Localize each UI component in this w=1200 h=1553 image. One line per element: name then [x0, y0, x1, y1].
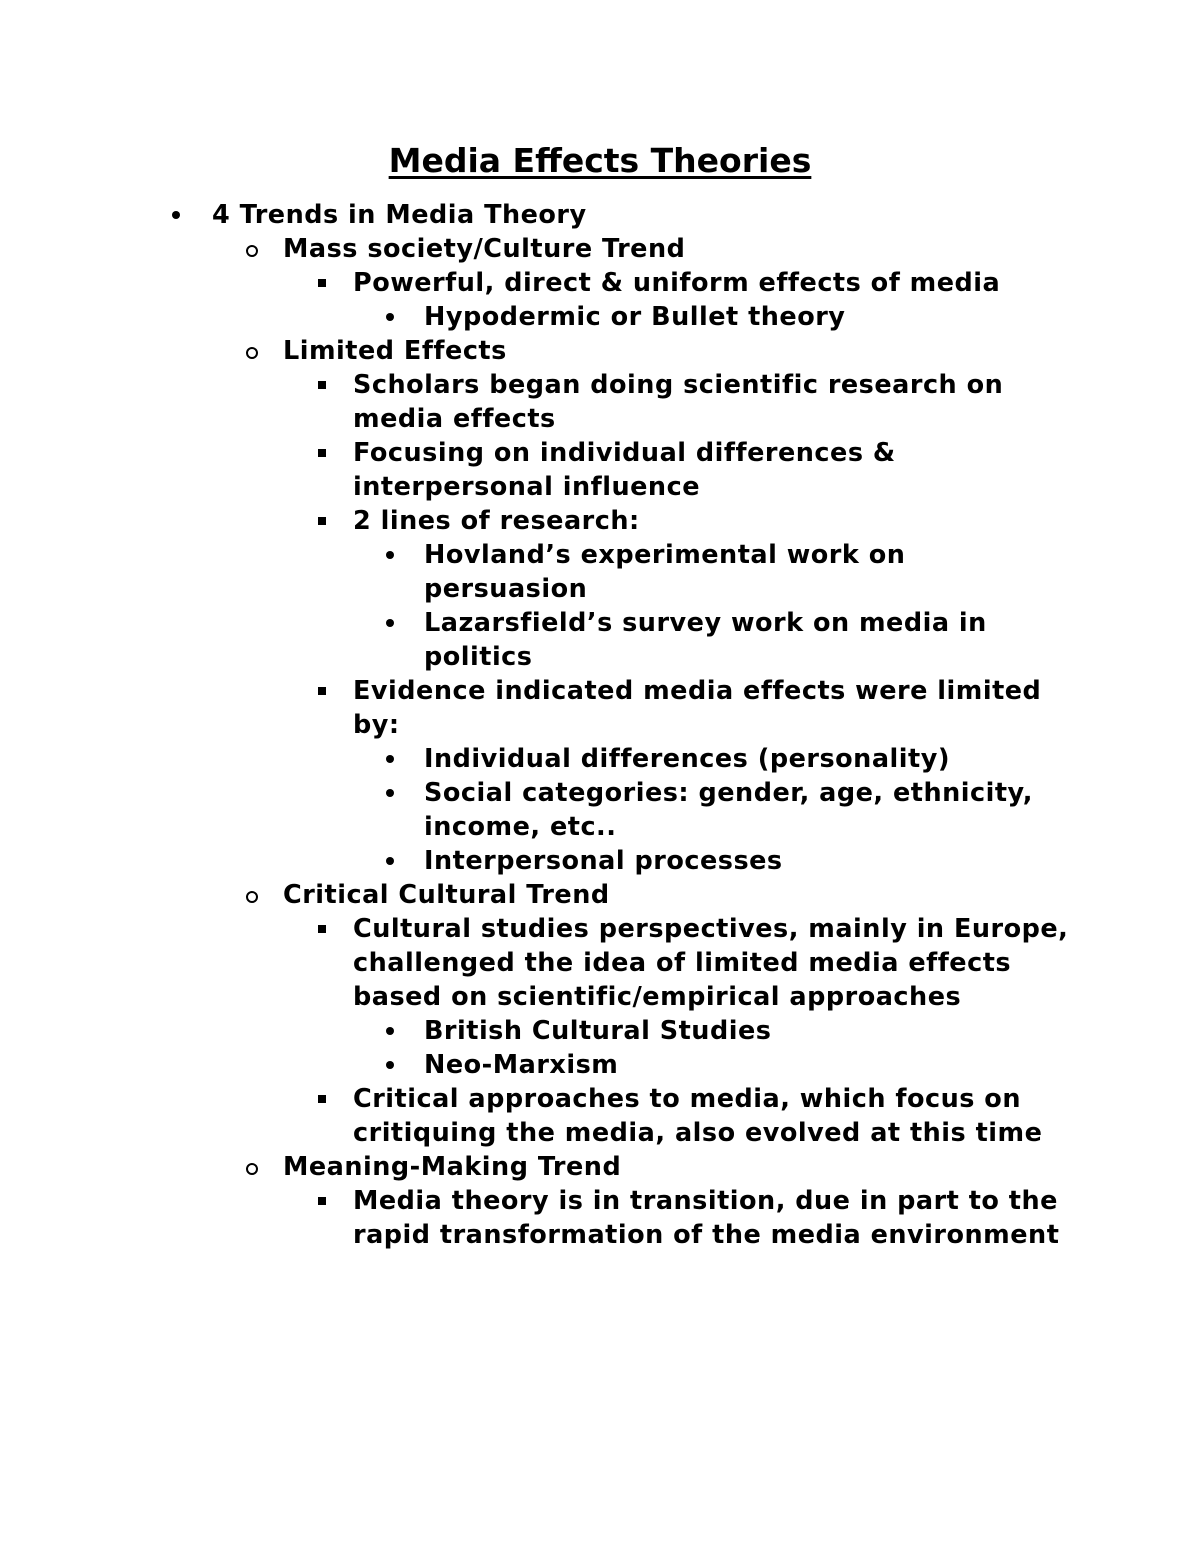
list-item-text: Meaning-Making Trend: [283, 1152, 622, 1182]
list-item: [0, 912, 1073, 1014]
list-item: [0, 198, 1072, 232]
list-item: [0, 368, 1073, 436]
list-item: [0, 334, 1073, 368]
outline-list: [0, 198, 1200, 1252]
list-item: [0, 776, 1074, 844]
list-item-text: 2 lines of research:: [353, 506, 640, 536]
list-item-text: Hypodermic or Bullet theory: [424, 302, 846, 332]
document-title: [0, 138, 1200, 184]
list-item-text: Critical Cultural Trend: [283, 880, 610, 910]
list-item-text: Individual differences (personality): [424, 744, 950, 774]
list-item: [0, 538, 1074, 606]
list-item: [0, 742, 1074, 776]
document-title-text: Media Effects Theories: [388, 141, 812, 180]
list-item-text: Hovland’s experimental work on persuasion: [424, 540, 906, 604]
list-item-text: 4 Trends in Media Theory: [212, 200, 587, 230]
list-item-text: Media theory is in transition, due in part to the rapid transformation of the media environment: [353, 1186, 1060, 1250]
list-item: [0, 300, 1074, 334]
list-item-text: Scholars began doing scientific research on media effects: [353, 370, 1004, 434]
list-item-text: Interpersonal processes: [424, 846, 783, 876]
list-item: [0, 232, 1073, 266]
list-item-text: Social categories: gender, age, ethnicity, income, etc..: [424, 778, 1033, 842]
list-item-text: Focusing on individual differences & interpersonal influence: [353, 438, 896, 502]
list-item-text: Limited Effects: [283, 336, 507, 366]
list-item: [0, 1014, 1074, 1048]
list-item-text: Powerful, direct & uniform effects of media: [353, 268, 1001, 298]
list-item: [0, 504, 1073, 538]
list-item: [0, 1184, 1073, 1252]
list-item-text: Critical approaches to media, which focus on critiquing the media, also evolved at this time: [353, 1084, 1043, 1148]
list-item: [0, 1082, 1073, 1150]
list-item: [0, 674, 1073, 742]
list-item-text: Neo-Marxism: [424, 1050, 619, 1080]
list-item-text: Mass society/Culture Trend: [283, 234, 686, 264]
list-item: [0, 436, 1073, 504]
list-item: [0, 1048, 1074, 1082]
list-item-text: British Cultural Studies: [424, 1016, 772, 1046]
list-item-text: Evidence indicated media effects were limited by:: [353, 676, 1042, 740]
list-item: [0, 844, 1074, 878]
list-item-text: Lazarsfield’s survey work on media in politics: [424, 608, 987, 672]
list-item: [0, 1150, 1073, 1184]
list-item: [0, 878, 1073, 912]
list-item: [0, 606, 1074, 674]
list-item-text: Cultural studies perspectives, mainly in Europe, challenged the idea of limited media effects based on scientific/empirical approaches: [353, 914, 1069, 1012]
list-item: [0, 266, 1073, 300]
